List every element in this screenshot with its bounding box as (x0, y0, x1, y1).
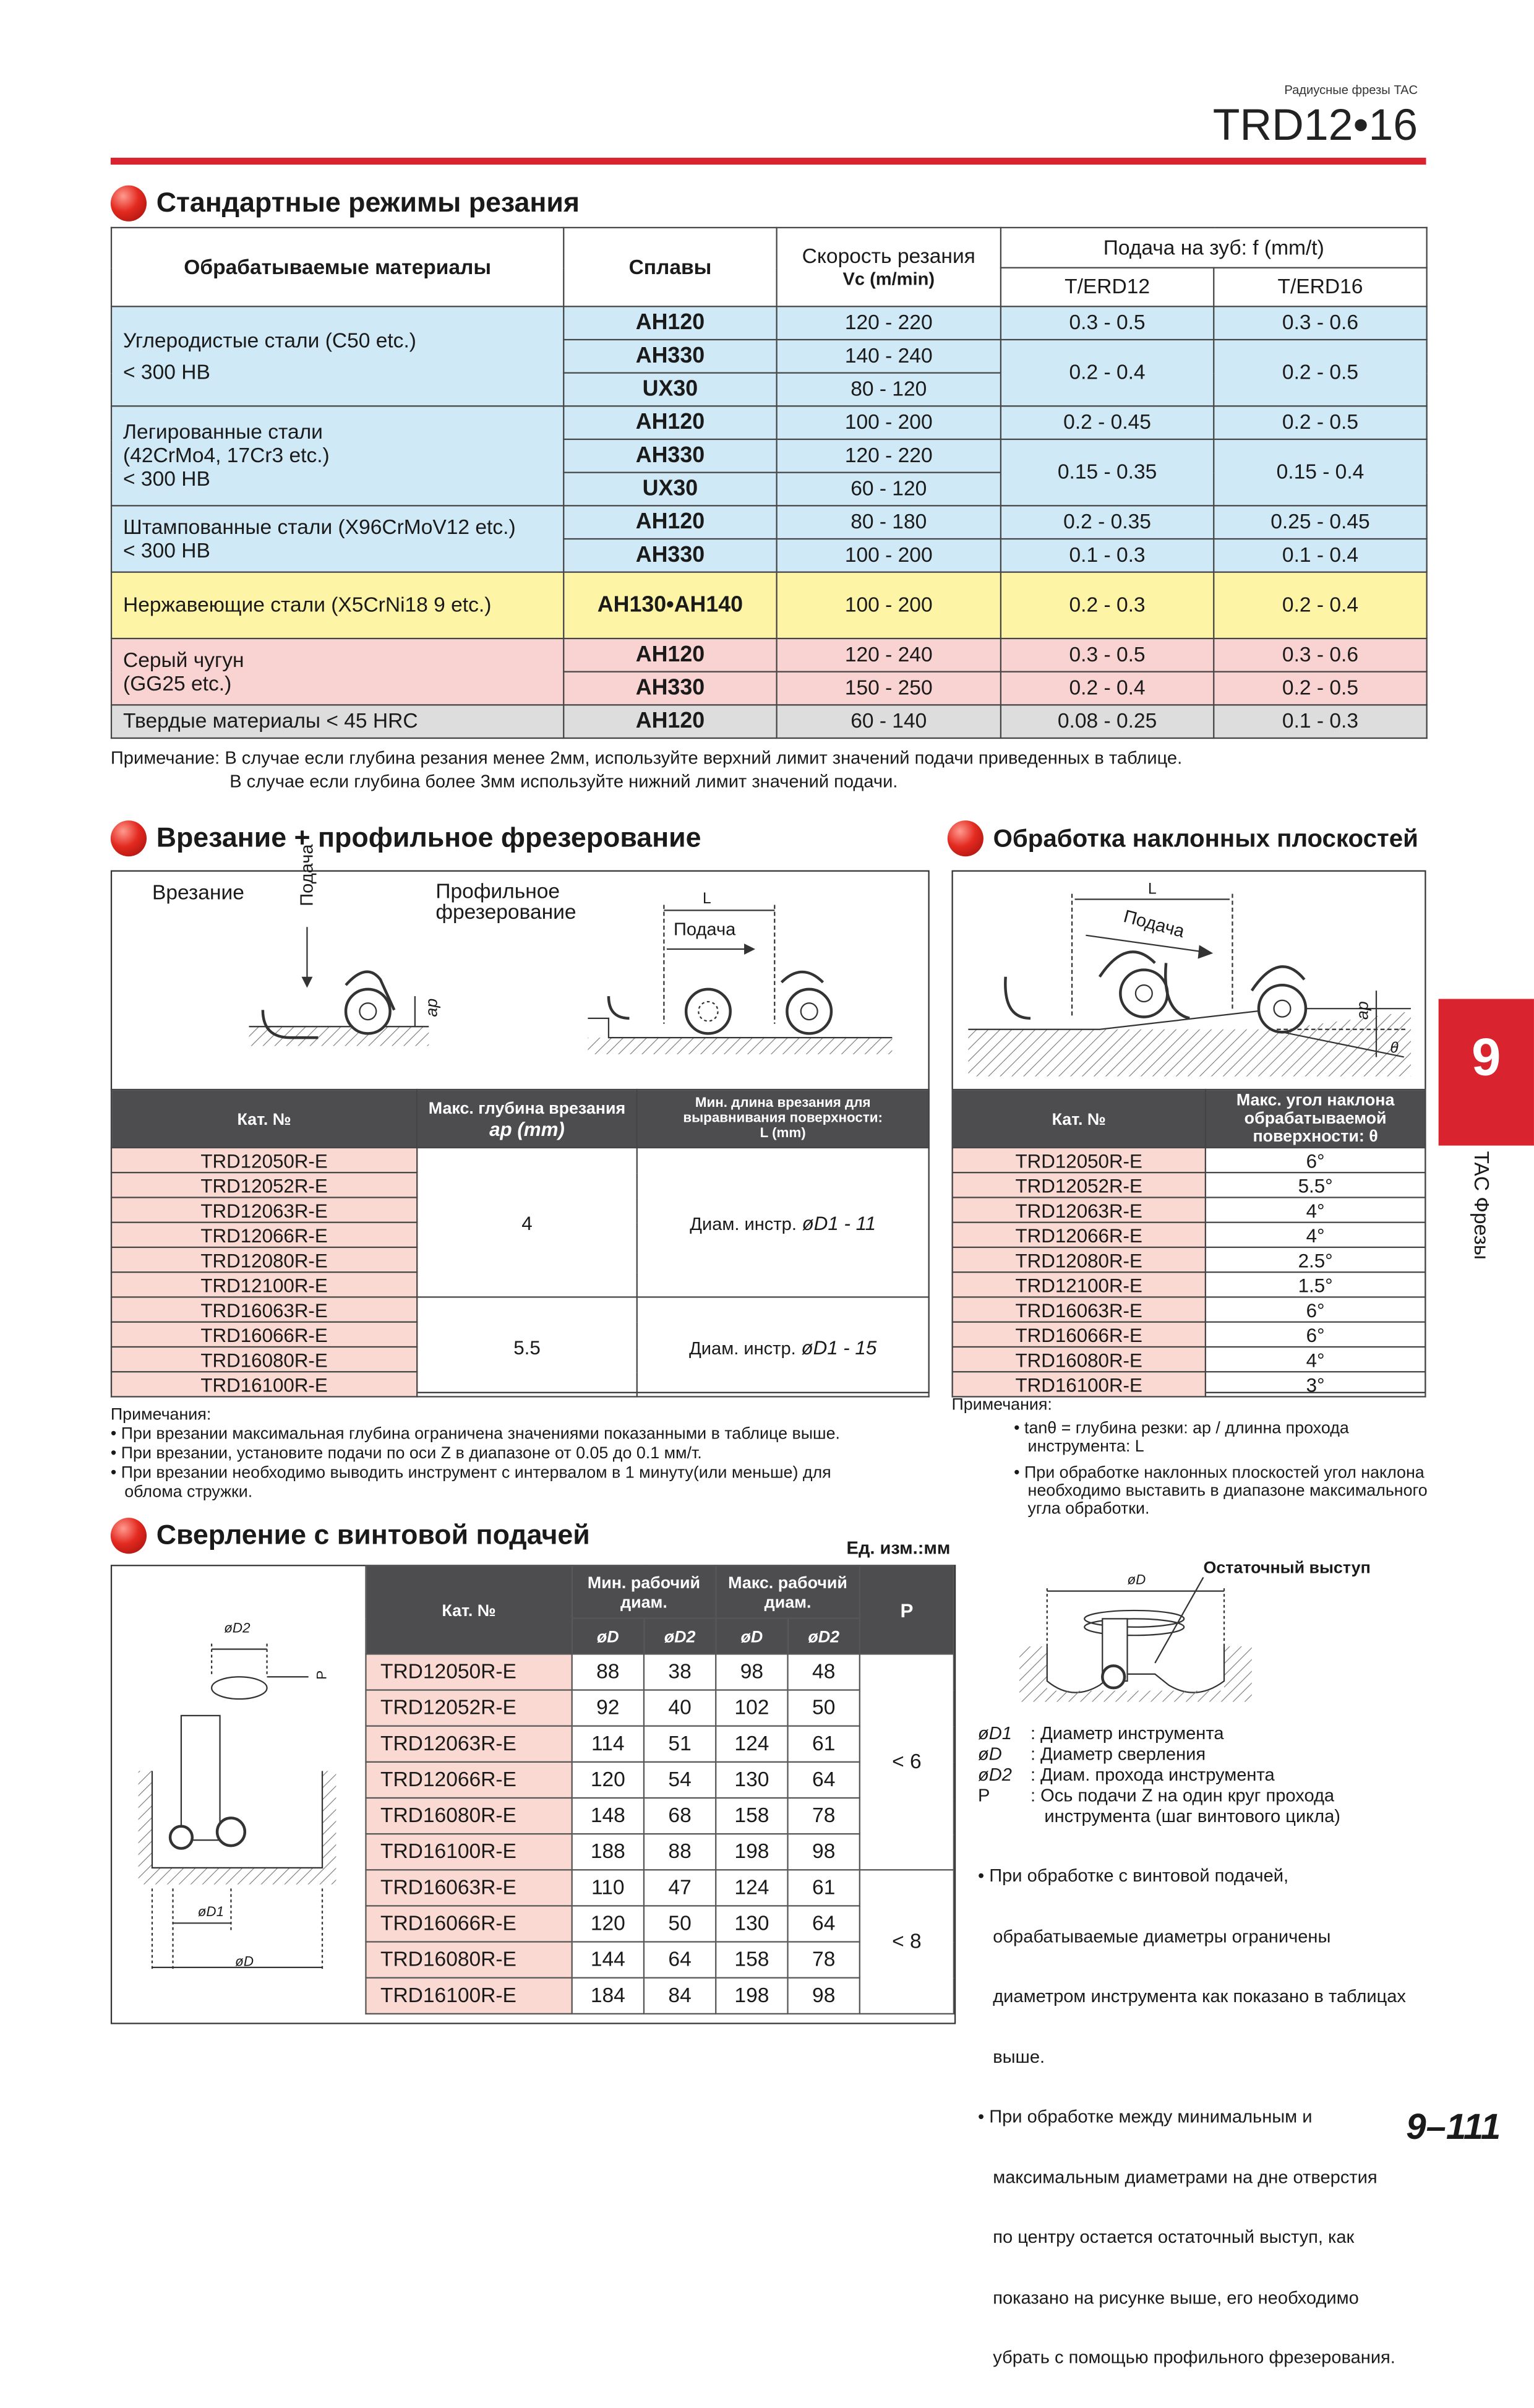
table-row: TRD16100R-E 3° (953, 1372, 1426, 1396)
table-row: AH330 150 - 250 0.2 - 0.4 0.2 - 0.5 (111, 672, 1427, 705)
chapter-number: 9 (1472, 1029, 1501, 1088)
th-min: Мин. рабочий диам. (572, 1565, 716, 1618)
note-line-2: В случае если глубина более 3мм используйте нижний лимит значений подачи. (229, 770, 898, 792)
table-row: TRD16063R-E 110 47 124 61 < 8 (366, 1870, 953, 1906)
table-row: AH330 120 - 220 0.15 - 0.35 0.15 - 0.4 (111, 439, 1427, 473)
th-cat: Кат. № (953, 1090, 1206, 1148)
table-row: TRD16066R-E 6° (953, 1322, 1426, 1347)
material-alloy-steel: Легированные стали (42CrMo4, 17Cr3 etc.) < 300 HB (111, 406, 563, 505)
ramping-note-1: • tanθ = глубина резки: ap / длинна прохода инструмента: L (1014, 1418, 1349, 1456)
table-row: TRD16063R-E 5.5 Диам. инстр. øD1 - 15 (111, 1297, 929, 1322)
label-plunge: Врезание (152, 881, 244, 905)
table-row: Углеродистые стали (C50 etc.) < 300 HB AH120 120 - 220 0.3 - 0.5 0.3 - 0.6 (111, 306, 1427, 340)
page-number: 9–111 (1406, 2105, 1501, 2148)
table-row: TRD12052R-E 92 40 102 50 (366, 1690, 953, 1726)
bullet-ball-icon (111, 820, 147, 856)
label-profile: Профильное фрезерование (435, 880, 576, 924)
label-residual: Остаточный выступ (1203, 1557, 1371, 1578)
label-d: øD (1127, 1573, 1146, 1589)
th-feed: Подача на зуб: f (mm/t) (1001, 228, 1427, 268)
section-ramping-title: Обработка наклонных плоскостей (948, 820, 1418, 856)
table-row: TRD16063R-E 6° (953, 1297, 1426, 1322)
helical-diagram (131, 1591, 353, 1992)
table-row: TRD16100R-E 184 84 198 98 (366, 1978, 953, 2014)
helical-table: Кат. № Мин. рабочий диам. Макс. рабочий диам. P øD øD2 øD øD2 TRD12050R-E 88 38 98 48 < 6 TRD12052R-E 92 40 102 50 TRD12063R-E 114 51 124 61 TRD12066R-E 120 54 130 64 TRD16080R-E 148 68 158 78 TRD16100R-E 188 88 198 98 TRD16063R-E 110 47 124 61 < 8 TRD16066R-E 120 50 130 64 TRD16080R-E 144 64 158 78 TRD16100R-E 184 84 198 98 (365, 1565, 954, 2015)
legend-row: øD : Диаметр сверления (977, 1743, 1206, 1765)
label-p: P (315, 1670, 331, 1680)
table-row: TRD16080R-E 148 68 158 78 (366, 1798, 953, 1834)
table-row: Нержавеющие стали (X5CrNi18 9 etc.) AH130•AH140 100 - 200 0.2 - 0.3 0.2 - 0.4 (111, 572, 1427, 639)
header-rule (111, 158, 1426, 165)
plunge-diagram (235, 885, 899, 1090)
label-theta: θ (1390, 1040, 1399, 1057)
th-terd12: T/ERD12 (1001, 268, 1214, 307)
table-row: Твердые материалы < 45 HRC AH120 60 - 140 0.08 - 0.25 0.1 - 0.3 (111, 705, 1427, 738)
plunge-table (111, 1089, 930, 1398)
cutting-conditions-table (111, 227, 1428, 739)
material-die-steel: Штампованные стали (X96CrMoV12 etc.) < 300 HB (111, 505, 563, 572)
section-helical-title: Сверление с винтовой подачей (111, 1518, 590, 1554)
table-row: TRD12063R-E 114 51 124 61 (366, 1726, 953, 1762)
header-title: TRD12•16 (1212, 100, 1418, 150)
material-stainless: Нержавеющие стали (X5CrNi18 9 etc.) (111, 572, 563, 639)
ramping-diagram (961, 880, 1418, 1087)
th-p: P (860, 1565, 954, 1654)
th-cat: Кат. № (366, 1565, 572, 1654)
legend-row: øD2 : Диам. прохода инструмента (977, 1764, 1275, 1785)
table-row: TRD16080R-E 4° (953, 1347, 1426, 1372)
table-row: TRD12100R-E 1.5° (953, 1272, 1426, 1297)
material-hardened: Твердые материалы < 45 HRC (111, 705, 563, 738)
table-row: TRD16080R-E 144 64 158 78 (366, 1942, 953, 1978)
label-L: L (1148, 881, 1157, 898)
table-row: UX30 60 - 120 (111, 473, 1427, 506)
material-carbon-steel: Углеродистые стали (C50 etc.) < 300 HB (111, 306, 563, 406)
unit-label: Ед. изм.:мм (846, 1537, 951, 1558)
table-row: TRD16080R-E (111, 1347, 929, 1372)
table-row: TRD12066R-E (111, 1223, 929, 1247)
table-row: TRD12052R-E (111, 1172, 929, 1197)
bullet-ball-icon (111, 186, 147, 221)
th-angle: Макс. угол наклона обрабатываемой поверхности: θ (1206, 1090, 1426, 1148)
legend-row: P : Ось подачи Z на один круг прохода (977, 1784, 1335, 1806)
table-row: TRD12063R-E 4° (953, 1197, 1426, 1222)
table-row: AH330 140 - 240 0.2 - 0.4 0.2 - 0.5 (111, 340, 1427, 373)
th-alloy: Сплавы (563, 228, 776, 306)
table-row: Серый чугун (GG25 etc.) AH120 120 - 240 0.3 - 0.5 0.3 - 0.6 (111, 639, 1427, 672)
table-row: TRD12080R-E 2.5° (953, 1247, 1426, 1272)
label-feed: Подача (1121, 905, 1187, 942)
table-row: TRD12100R-E (111, 1272, 929, 1297)
label-ap: ap (1353, 1001, 1373, 1020)
legend-row: øD1 : Диаметр инструмента (977, 1722, 1224, 1744)
residual-diagram (1017, 1577, 1293, 1716)
material-cast-iron: Серый чугун (GG25 etc.) (111, 639, 563, 705)
label-d1: øD1 (197, 1905, 225, 1920)
table-row: TRD12080R-E (111, 1247, 929, 1272)
table-row: TRD12066R-E 4° (953, 1223, 1426, 1247)
table-row: TRD12050R-E 6° (953, 1148, 1426, 1172)
table-row: Легированные стали (42CrMo4, 17Cr3 etc.) < 300 HB AH120 100 - 200 0.2 - 0.45 0.2 - 0.5 (111, 406, 1427, 439)
section-cutting-conditions-title: Стандартные режимы резания (111, 186, 580, 221)
helical-notes: • При обработке с винтовой подачей, обрабатываемые диаметры ограничены диаметром инструмента как показано в таблицах выше. • При обработке между минимальным и максимальным диаметрами на дне отверстия по центру остается остаточный выступ, как показано на рисунке выше, его необходимо убрать с помощью профильного фрезерования. (977, 1865, 1406, 2368)
table-row: TRD16100R-E (111, 1372, 929, 1396)
th-speed: Скорость резания Vc (m/min) (777, 228, 1001, 306)
chapter-label: TAC Фрезы (1468, 1151, 1493, 1260)
ramping-note-2: • При обработке наклонных плоскостей угол наклона необходимо выставить в диапазоне максимального угла обработки. (1014, 1462, 1428, 1518)
th-cat: Кат. № (111, 1090, 417, 1148)
th-depth: Макс. глубина врезания ap (mm) (417, 1090, 637, 1148)
table-row: Штампованные стали (X96CrMoV12 etc.) < 300 HB AH120 80 - 180 0.2 - 0.35 0.25 - 0.45 (111, 505, 1427, 539)
table-row: TRD12066R-E 120 54 130 64 (366, 1762, 953, 1798)
bullet-ball-icon (948, 820, 983, 856)
table-row: TRD12050R-E 4 Диам. инстр. øD1 - 11 (111, 1148, 929, 1172)
table-row: TRD16066R-E (111, 1322, 929, 1347)
bullet-ball-icon (111, 1518, 147, 1554)
th-length: Мин. длина врезания для выравнивания поверхности: L (mm) (637, 1090, 929, 1148)
table-row: TRD12052R-E 5.5° (953, 1172, 1426, 1197)
label-ap: ap (422, 998, 442, 1017)
header-subtitle: Радиусные фрезы TAC (1284, 83, 1418, 97)
table-row: TRD16066R-E 120 50 130 64 (366, 1906, 953, 1941)
table-row: TRD16100R-E 188 88 198 98 (366, 1834, 953, 1870)
table-row: TRD12063R-E (111, 1197, 929, 1222)
label-feed: Подача (674, 918, 736, 940)
ramping-table (952, 1089, 1426, 1398)
label-feed-vertical: Подача (296, 844, 317, 906)
section-plunge-title: Врезание + профильное фрезерование (111, 820, 701, 856)
th-material: Обрабатываемые материалы (111, 228, 563, 306)
th-max: Макс. рабочий диам. (716, 1565, 860, 1618)
table-row: TRD12050R-E 88 38 98 48 < 6 (366, 1654, 953, 1690)
note-line-1: Примечание: В случае если глубина резания менее 2мм, используйте верхний лимит значений подачи приведенных в таблице. (110, 747, 1183, 768)
label-d: øD (235, 1954, 254, 1971)
ramping-notes-title: Примечания: (951, 1395, 1052, 1414)
helical-legend: øD1 : Диаметр инструмента øD : Диаметр сверления øD2 : Диам. прохода инструмента P : Ось подачи Z на один круг прохода инструмента (шаг винтового цикла) (977, 1722, 1340, 1826)
plunge-notes: Примечания: • При врезании максимальная глубина ограничена значениями показанными в таблице выше. • При врезании, установите подачи по оси Z в диапазоне от 0.05 до 0.1 мм/т. • При врезании необходимо выводить инструмент с интервалом в 1 минуту(или меньше) для облома стружки. (110, 1404, 840, 1502)
th-terd16: T/ERD16 (1214, 268, 1426, 307)
table-row: AH330 100 - 200 0.1 - 0.3 0.1 - 0.4 (111, 539, 1427, 572)
table-row: UX30 80 - 120 (111, 373, 1427, 406)
label-L: L (702, 891, 711, 908)
label-d2: øD2 (224, 1621, 251, 1637)
